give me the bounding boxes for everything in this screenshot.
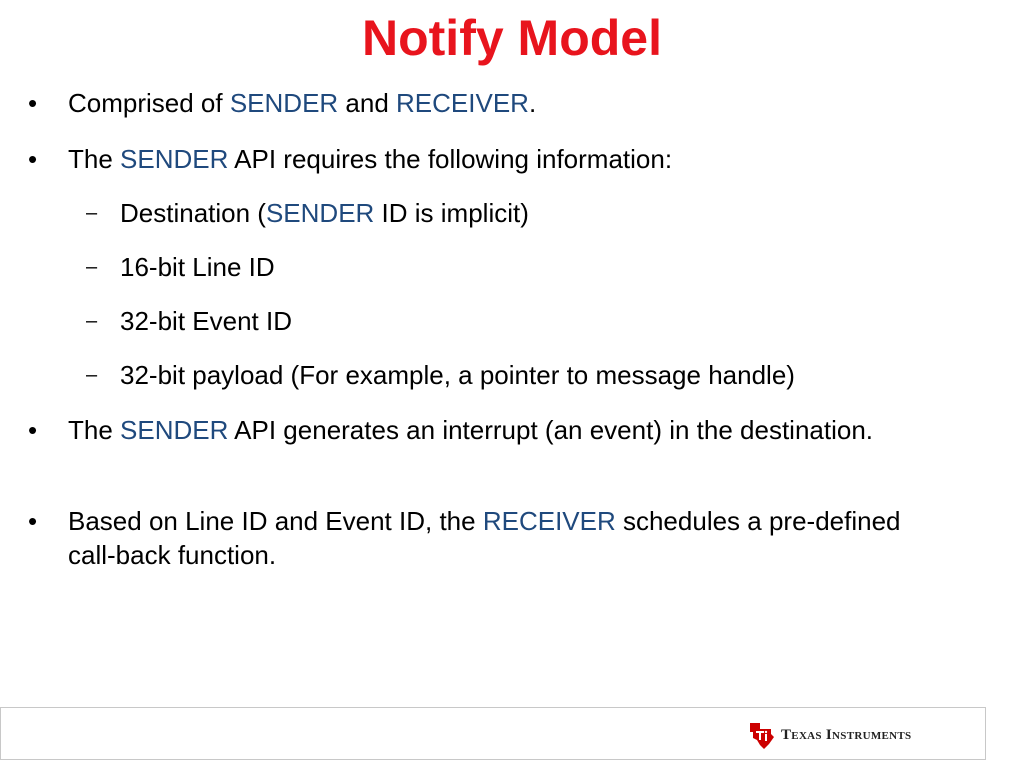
bullet-marker: • (28, 506, 38, 536)
sub-bullet-text: 32-bit payload (For example, a pointer to message handle) (120, 360, 795, 390)
keyword-sender: SENDER (229, 88, 339, 118)
keyword-sender: SENDER (120, 144, 229, 174)
bullet-text: Based on Line ID and Event ID, the RECEIVER schedules a pre-defined call-back function. (68, 506, 901, 570)
dash-marker: – (86, 310, 98, 332)
keyword-sender: SENDER (120, 415, 229, 445)
bullet-marker: • (28, 415, 38, 445)
bullet-marker: • (28, 144, 38, 174)
sub-bullet-text: Destination (SENDER ID is implicit) (120, 198, 529, 228)
keyword-receiver: RECEIVER (482, 506, 616, 536)
bullet-marker: • (28, 88, 38, 118)
bullet-text: The SENDER API generates an interrupt (an event) in the destination. (68, 415, 874, 445)
slide-title: Notify Model (362, 10, 662, 66)
sub-bullet-text: 16-bit Line ID (120, 252, 275, 282)
dash-marker: – (86, 364, 98, 386)
slide-footer (0, 707, 986, 760)
ti-logo (747, 720, 911, 750)
bullet-text: Comprised of SENDER and RECEIVER. (68, 88, 537, 118)
dash-marker: – (86, 202, 98, 224)
sub-bullet-text: 32-bit Event ID (120, 306, 292, 336)
texas-state-logo-icon (747, 720, 775, 750)
keyword-sender: SENDER (265, 198, 375, 228)
bullet-text: The SENDER API requires the following information: (68, 144, 673, 174)
ti-wordmark: Texas Instruments (781, 726, 912, 743)
dash-marker: – (86, 256, 98, 278)
keyword-receiver: RECEIVER (396, 88, 529, 118)
